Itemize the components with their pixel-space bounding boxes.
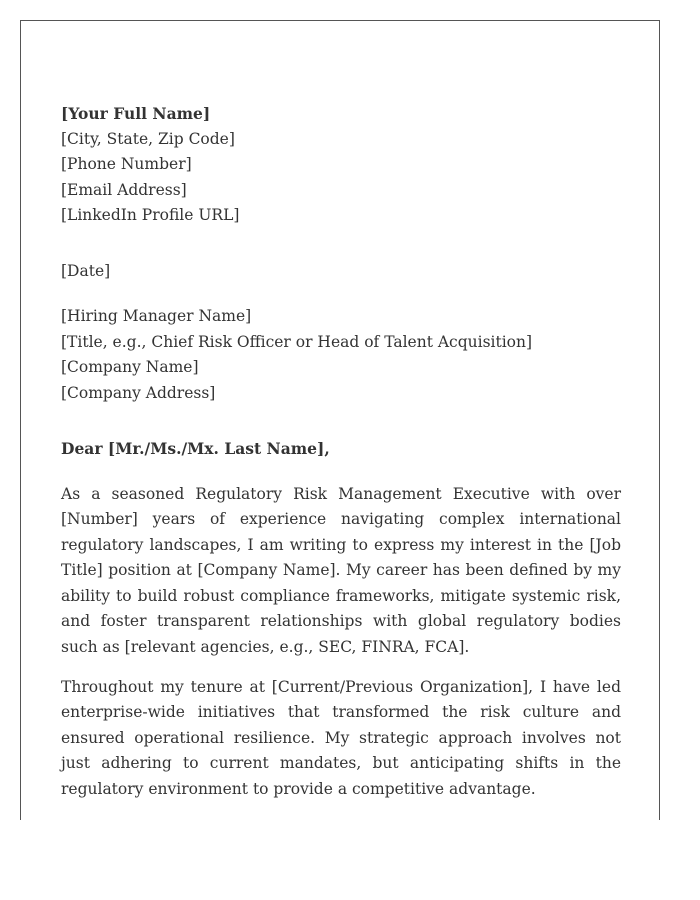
date-block — [61, 259, 621, 285]
recipient-company: [Company Name] — [61, 358, 199, 376]
recipient-title: [Title, e.g., Chief Risk Officer or Head of Talent Acquisition] — [61, 332, 533, 351]
sender-city: [City, State, Zip Code] — [61, 129, 235, 148]
sender-linkedin: [LinkedIn Profile URL] — [61, 206, 240, 224]
salutation: Dear [Mr./Ms./Mx. Last Name], — [61, 439, 330, 458]
body-paragraph-2: Throughout my tenure at [Current/Previous Organization], I have led enterprise-wide initiatives that transformed the risk culture and ensured operational resilience. My strategic approach involves not just adhering to current mandates, but anticipating shifts in the regulatory environment to provide a competitive advantage. — [61, 677, 621, 799]
recipient-address: [Company Address] — [61, 383, 216, 402]
sender-email: [Email Address] — [61, 180, 187, 199]
letter-body — [61, 482, 621, 803]
body-paragraph-1: As a seasoned Regulatory Risk Management Executive with over [Number] years of experience navigating complex international regulatory landscapes, I am writing to express my interest in the [Job Title] position at [Company Name]. My career has been defined by my ability to build robust compliance frameworks, mitigate systemic risk, and foster transparent relationships with global regulatory bodies such as [relevant agencies, e.g., SEC, FINRA, FCA]. — [61, 484, 621, 657]
salutation-block — [61, 436, 621, 462]
letter-date: [Date] — [61, 261, 111, 280]
sender-phone: [Phone Number] — [61, 155, 192, 173]
sender-name: [Your Full Name] — [61, 104, 211, 123]
recipient-name: [Hiring Manager Name] — [61, 307, 252, 325]
letter-page — [20, 20, 660, 820]
sender-block — [61, 101, 621, 229]
letter-content — [61, 101, 621, 817]
recipient-block — [61, 304, 621, 406]
